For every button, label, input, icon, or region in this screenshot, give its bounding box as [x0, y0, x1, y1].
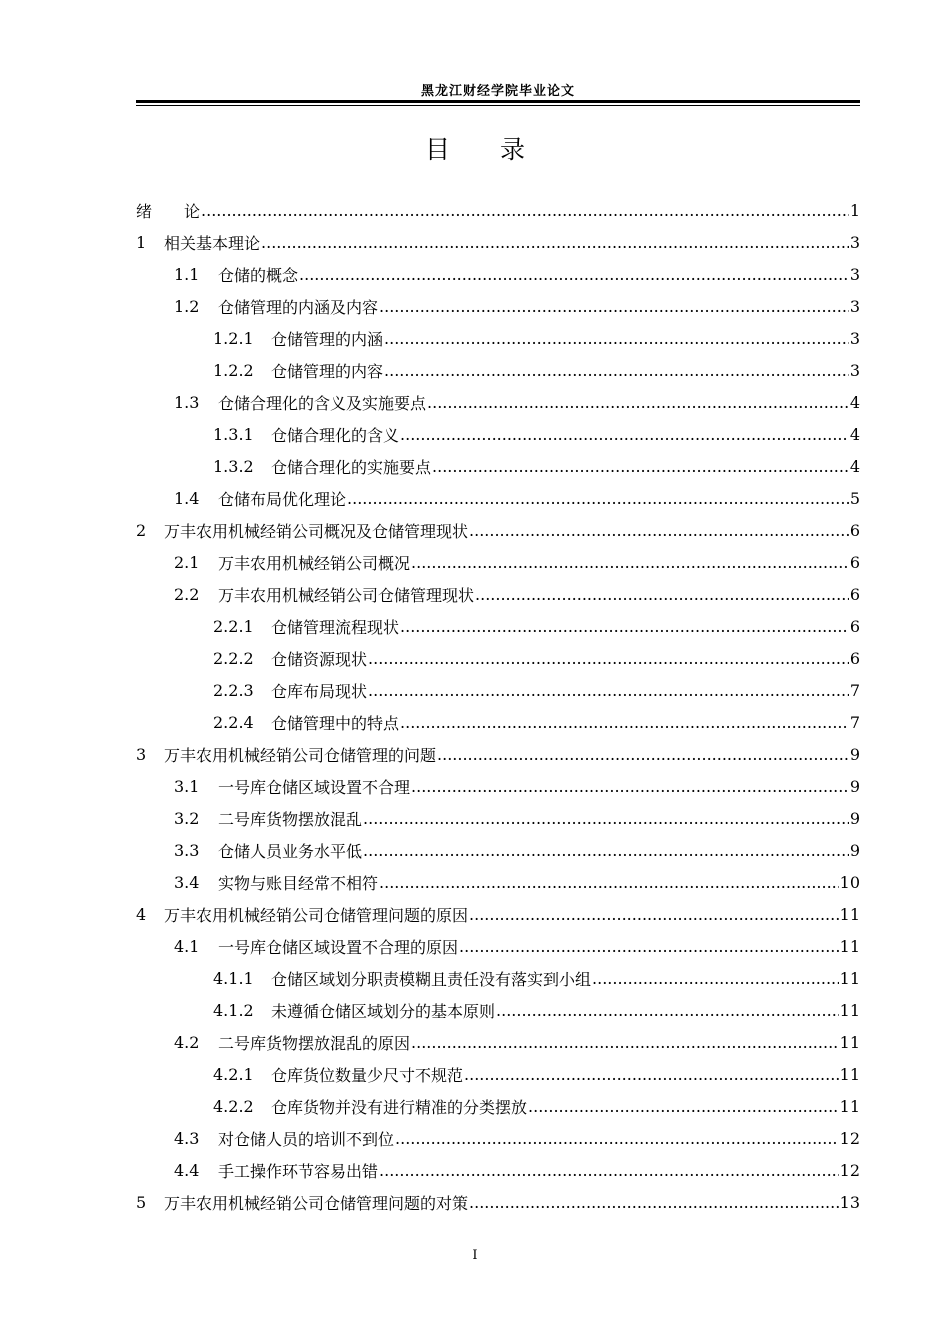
toc-leader-dots [400, 713, 849, 732]
toc-entry-number: 1.2.1 [213, 328, 254, 348]
toc-entry-title: 万丰农用机械经销公司仓储管理问题的原因 [164, 905, 469, 925]
toc-entry-page: 10 [839, 872, 860, 892]
page-number: I [472, 1248, 478, 1263]
toc-entry-title: 仓储人员业务水平低 [218, 841, 363, 861]
toc-entry-page: 6 [849, 520, 860, 540]
toc-entry-number: 4.2.2 [213, 1096, 254, 1116]
toc-leader-dots [528, 1097, 839, 1116]
toc-leader-dots [469, 905, 839, 924]
toc-entry[interactable] [136, 482, 860, 514]
toc-leader-dots [299, 265, 849, 284]
toc-entry-page: 12 [839, 1128, 860, 1148]
toc-leader-dots [459, 937, 839, 956]
toc-leader-dots [201, 201, 849, 220]
toc-leader-dots [411, 1033, 839, 1052]
toc-entry[interactable] [136, 1058, 860, 1090]
toc-entry-page: 11 [839, 1000, 860, 1020]
toc-entry-page: 11 [839, 968, 860, 988]
toc-entry-title: 仓储区域划分职责模糊且责任没有落实到小组 [271, 969, 592, 989]
toc-entry-number: 1.3 [174, 392, 200, 412]
toc-entry-page: 7 [849, 680, 860, 700]
running-header: 黑龙江财经学院毕业论文 [420, 84, 575, 99]
toc-entry-page: 6 [849, 584, 860, 604]
toc-leader-dots [261, 233, 849, 252]
toc-entry-number: 1.3.2 [213, 456, 254, 476]
toc-leader-dots [384, 361, 849, 380]
toc-entry[interactable] [136, 546, 860, 578]
toc-entry-number: 3.2 [174, 808, 200, 828]
toc-entry-title: 万丰农用机械经销公司概况 [218, 553, 411, 573]
toc-entry-title: 仓库货物并没有进行精准的分类摆放 [271, 1097, 528, 1117]
toc-leader-dots [347, 489, 849, 508]
toc-entry-page: 9 [849, 744, 860, 764]
toc-entry[interactable] [136, 610, 860, 642]
toc-leader-dots [363, 841, 849, 860]
toc-entry-number: 2 [136, 520, 147, 540]
toc-entry-page: 11 [839, 1064, 860, 1084]
toc-leader-dots [464, 1065, 839, 1084]
toc-entry-page: 6 [849, 616, 860, 636]
toc-entry-number: 1.1 [174, 264, 200, 284]
toc-entry[interactable] [136, 354, 860, 386]
toc-entry-page: 13 [839, 1192, 860, 1212]
toc-entry-number: 3.4 [174, 872, 200, 892]
toc-leader-dots [379, 1161, 839, 1180]
toc-entry[interactable] [136, 674, 860, 706]
toc-entry-page: 11 [839, 936, 860, 956]
toc-entry-number: 4.2.1 [213, 1064, 254, 1084]
toc-entry[interactable] [136, 642, 860, 674]
toc-entry-page: 11 [839, 1096, 860, 1116]
toc-entry-number: 2.2.1 [213, 616, 254, 636]
toc-entry-title: 对仓储人员的培训不到位 [218, 1129, 395, 1149]
toc-entry[interactable] [136, 866, 860, 898]
toc-entry-number: 4 [136, 904, 147, 924]
toc-entry[interactable] [136, 930, 860, 962]
toc-entry-number: 1 [136, 232, 147, 252]
toc-entry-number: 1.3.1 [213, 424, 254, 444]
header-rule-thick [136, 100, 860, 103]
toc-entry[interactable] [136, 578, 860, 610]
toc-leader-dots [411, 777, 849, 796]
toc-leader-dots [432, 457, 849, 476]
toc-entry[interactable] [136, 898, 860, 930]
toc-entry-page: 3 [849, 232, 860, 252]
toc-entry-number: 2.2.4 [213, 712, 254, 732]
toc-entry[interactable] [136, 194, 860, 226]
toc-entry-number: 5 [136, 1192, 147, 1212]
toc-entry-title: 仓储管理的内涵 [271, 329, 384, 349]
toc-entry-page: 9 [849, 840, 860, 860]
table-of-contents [136, 194, 860, 1218]
toc-entry[interactable] [136, 1122, 860, 1154]
toc-entry-title: 实物与账目经常不相符 [218, 873, 379, 893]
toc-entry-page: 3 [849, 264, 860, 284]
toc-entry-page: 9 [849, 776, 860, 796]
toc-entry-number: 4.4 [174, 1160, 200, 1180]
toc-entry-page: 11 [839, 1032, 860, 1052]
toc-entry[interactable] [136, 1154, 860, 1186]
toc-entry-number: 2.2 [174, 584, 200, 604]
toc-title: 目 录 [424, 135, 525, 164]
toc-entry-title: 手工操作环节容易出错 [218, 1161, 379, 1181]
toc-entry-title: 仓储管理流程现状 [271, 617, 400, 637]
toc-entry-title: 仓储管理的内涵及内容 [218, 297, 379, 317]
toc-leader-dots [400, 425, 849, 444]
toc-entry-page: 9 [849, 808, 860, 828]
toc-leader-dots [395, 1129, 839, 1148]
toc-entry-title: 二号库货物摆放混乱 [218, 809, 363, 829]
toc-entry-number: 1.4 [174, 488, 200, 508]
toc-entry-title: 仓储的概念 [218, 265, 299, 285]
toc-entry-title: 万丰农用机械经销公司仓储管理的问题 [164, 745, 437, 765]
toc-entry-page: 7 [849, 712, 860, 732]
toc-leader-dots [469, 521, 849, 540]
toc-leader-dots [437, 745, 849, 764]
toc-entry-number: 3.3 [174, 840, 200, 860]
toc-entry-title: 万丰农用机械经销公司仓储管理问题的对策 [164, 1193, 469, 1213]
toc-entry-page: 3 [849, 328, 860, 348]
header-rule-thin [136, 105, 860, 106]
toc-entry-number: 1.2 [174, 296, 200, 316]
toc-leader-dots [368, 649, 849, 668]
toc-entry-title: 仓储合理化的实施要点 [271, 457, 432, 477]
toc-entry[interactable] [136, 322, 860, 354]
toc-leader-dots [368, 681, 849, 700]
toc-entry-title: 仓储管理的内容 [271, 361, 384, 381]
toc-entry[interactable] [136, 802, 860, 834]
toc-entry-title: 仓储布局优化理论 [218, 489, 347, 509]
toc-entry-title: 仓储资源现状 [271, 649, 368, 669]
toc-entry[interactable] [136, 450, 860, 482]
toc-entry-title: 一号库仓储区域设置不合理 [218, 777, 411, 797]
toc-leader-dots [379, 873, 839, 892]
toc-entry[interactable] [136, 706, 860, 738]
toc-entry-page: 12 [839, 1160, 860, 1180]
toc-entry-title: 未遵循仓储区域划分的基本原则 [271, 1001, 496, 1021]
toc-entry-title: 仓库货位数量少尺寸不规范 [271, 1065, 464, 1085]
toc-entry[interactable] [136, 258, 860, 290]
toc-entry-number: 1.2.2 [213, 360, 254, 380]
toc-entry[interactable] [136, 386, 860, 418]
toc-entry-title: 仓储合理化的含义 [271, 425, 400, 445]
toc-leader-dots [427, 393, 849, 412]
toc-entry[interactable] [136, 994, 860, 1026]
toc-entry-number: 4.1.2 [213, 1000, 254, 1020]
toc-entry[interactable] [136, 770, 860, 802]
toc-entry[interactable] [136, 1026, 860, 1058]
toc-leader-dots [411, 553, 849, 572]
toc-leader-dots [496, 1001, 839, 1020]
toc-leader-dots [592, 969, 839, 988]
toc-entry[interactable] [136, 1186, 860, 1218]
toc-entry-number: 2.1 [174, 552, 200, 572]
toc-entry-page: 6 [849, 552, 860, 572]
toc-entry-title: 一号库仓储区域设置不合理的原因 [218, 937, 459, 957]
toc-entry[interactable] [136, 226, 860, 258]
toc-entry[interactable] [136, 962, 860, 994]
toc-entry-page: 6 [849, 648, 860, 668]
toc-entry-title: 仓储合理化的含义及实施要点 [218, 393, 427, 413]
toc-entry-number: 3 [136, 744, 147, 764]
toc-entry-number: 2.2.2 [213, 648, 254, 668]
toc-leader-dots [469, 1193, 839, 1212]
toc-entry-number: 4.3 [174, 1128, 200, 1148]
toc-entry[interactable] [136, 418, 860, 450]
toc-entry-number: 3.1 [174, 776, 200, 796]
toc-entry-title: 二号库货物摆放混乱的原因 [218, 1033, 411, 1053]
toc-entry-title: 万丰农用机械经销公司概况及仓储管理现状 [164, 521, 469, 541]
toc-leader-dots [475, 585, 849, 604]
toc-entry-title: 万丰农用机械经销公司仓储管理现状 [218, 585, 475, 605]
toc-entry-page: 3 [849, 296, 860, 316]
toc-entry-number: 4.2 [174, 1032, 200, 1052]
toc-entry-number: 4.1.1 [213, 968, 254, 988]
toc-entry-title: 仓储管理中的特点 [271, 713, 400, 733]
toc-entry[interactable] [136, 834, 860, 866]
toc-entry-number: 2.2.3 [213, 680, 254, 700]
toc-entry-page: 5 [849, 488, 860, 508]
toc-entry-page: 11 [839, 904, 860, 924]
toc-entry[interactable] [136, 514, 860, 546]
toc-leader-dots [379, 297, 849, 316]
toc-entry-title: 绪 论 [136, 201, 201, 221]
toc-entry-page: 4 [849, 424, 860, 444]
toc-entry-page: 3 [849, 360, 860, 380]
toc-entry-page: 4 [849, 456, 860, 476]
toc-entry-title: 相关基本理论 [164, 233, 261, 253]
toc-entry[interactable] [136, 1090, 860, 1122]
toc-entry-page: 1 [849, 200, 860, 220]
toc-leader-dots [384, 329, 849, 348]
toc-entry-title: 仓库布局现状 [271, 681, 368, 701]
toc-leader-dots [363, 809, 849, 828]
toc-entry-page: 4 [849, 392, 860, 412]
toc-entry[interactable] [136, 738, 860, 770]
toc-entry[interactable] [136, 290, 860, 322]
toc-entry-number: 4.1 [174, 936, 200, 956]
toc-leader-dots [400, 617, 849, 636]
